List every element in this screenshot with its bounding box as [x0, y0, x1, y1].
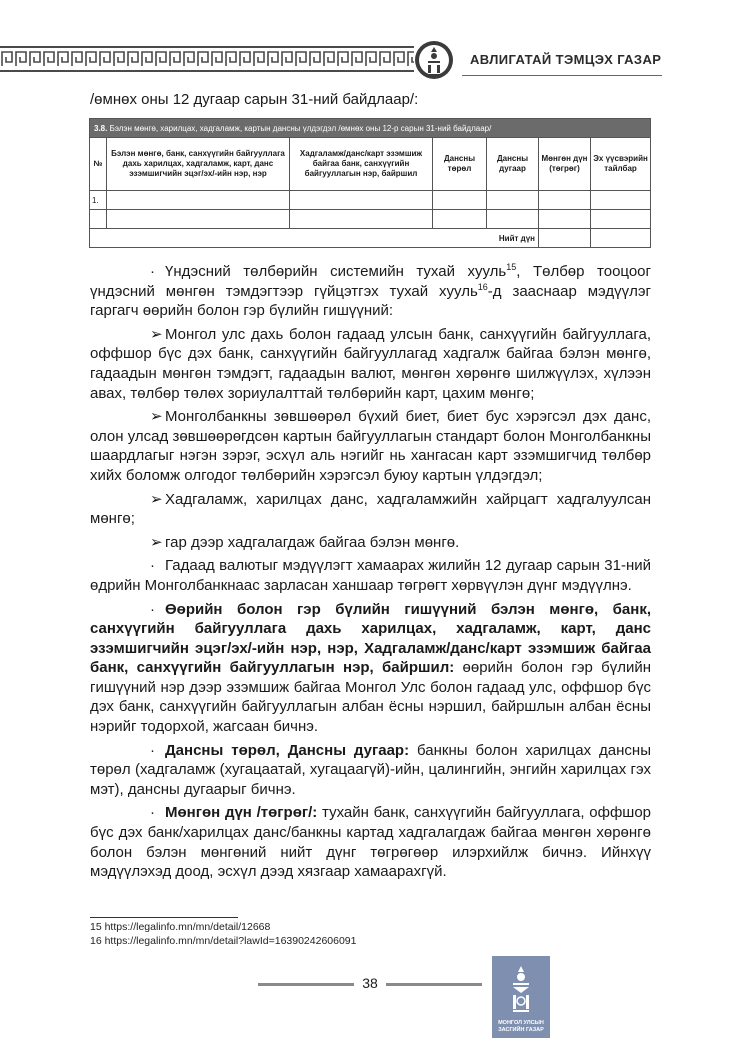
col-header-holder-name: Бэлэн мөнгө, банк, санхүүгийн байгууллага дахь харилцах, хадгаламж, карт, данс эзэмшигчийн эцэг/эх/-ийн нэр, нэр: [107, 138, 290, 191]
table-caption-number: 3.8.: [94, 123, 108, 133]
paragraph-holder-name: · Өөрийн болон гэр бүлийн гишүүний бэлэн мөнгө, банк, санхүүгийн байгууллага дахь харилцах, хадгаламж, карт, данс эзэмшигчийн эцэг/эх/-ийн нэр, нэр, Хадгаламж/данс/карт эзэмшиж байгаа банк, санхүүгийн байгууллагын нэр, байршил: өөрийн болон гэр бүлийн гишүүний нэр дээр эзэмшиж байгаа Монгол Улс болон гадаад улс, оффшор бүс дэх банк, санхүүгийн байгууллагын албан ёсны нэршил, байршлын албан ёсны нэрийг тодорхой, жагсаан бичнэ.: [90, 600, 651, 736]
bullet-icon: ·: [150, 263, 155, 280]
paragraph-currency: · Гадаад валютыг мэдүүлэгт хамаарах жилийн 12 дугаар сарын 31-ний өдрийн Монголбанкнаас зарласан ханшаар төгрөгт хөрвүүлэн дүнг мэдүүлнэ.: [90, 557, 651, 594]
paragraph-amount: · Мөнгөн дүн /төгрөг/: тухайн банк, санхүүгийн байгууллага, оффшор бүс дэх банк/харилцах данс/банкны картад хадгалагдаж байгаа мөнгөн хөрөнгө болон бэлэн мөнгөний нийт дүнг төгрөгөөр илэрхийлж бичнэ. Ийнхүү мэдүүлэхэд доод, эсхүл дээд хязгаар хамаарахгүй.: [90, 804, 651, 881]
soyombo-icon: [506, 964, 536, 1016]
bullet-icon: ·: [150, 600, 155, 618]
footer-ornament-right: [386, 983, 482, 986]
table-total-row: [90, 229, 651, 248]
header-ornament-band: [0, 46, 414, 72]
total-label: Нийт дүн: [90, 229, 539, 248]
intro-line: /өмнөх оны 12 дугаар сарын 31-ний байдлаар/:: [90, 91, 419, 108]
table-caption: [90, 119, 651, 138]
footnote-rule: [90, 917, 238, 918]
list-item: ➢ Монголбанкны зөвшөөрөл бүхий биет, биет бус хэрэгсэл дэх данс, олон улсад зөвшөөрөгдсөн картын байгууллагын стандарт болон Монголбанкны шаардлагыг нэгэн зэрэг, эсхүл аль нэгийг нь хангасан карт эзэмшигчид төлбөр хийх боломж олгодог төлбөрийн хэрэгсэл буюу картын үлдэгдэл;: [90, 408, 651, 484]
col-header-account-number: Дансны дугаар: [487, 138, 539, 191]
header-rule: [462, 75, 662, 76]
page-number: 38: [362, 975, 378, 991]
list-item: ➢ гар дээр хадгалагдаж байгаа бэлэн мөнгө.: [90, 533, 651, 553]
government-label: МОНГОЛ УЛСЫН ЗАСГИЙН ГАЗАР: [498, 1020, 544, 1033]
bullet-icon: ·: [150, 804, 155, 822]
soyombo-emblem-icon: [414, 38, 454, 82]
bullet-icon: ·: [150, 741, 155, 759]
col-header-source: Эх үүсвэрийн тайлбар: [591, 138, 651, 191]
col-header-amount: Мөнгөн дүн (төгрөг): [539, 138, 591, 191]
declaration-table: [89, 118, 651, 248]
bullet-icon: ·: [150, 557, 155, 575]
table-row: [90, 210, 651, 229]
footnote-15: 15 https://legalinfo.mn/mn/detail/12668: [90, 921, 271, 933]
list-item: ➢ Хадгаламж, харилцах данс, хадгаламжийн хайрцагт хадгалуулсан мөнгө;: [90, 490, 651, 528]
col-header-number: №: [90, 138, 107, 191]
arrow-bullet-icon: ➢: [150, 490, 163, 508]
footnote-ref-16: 16: [477, 281, 488, 292]
footnote-16: 16 https://legalinfo.mn/mn/detail?lawId=16390242606091: [90, 935, 357, 947]
table-row: [90, 191, 651, 210]
col-header-bank-name: Хадгаламж/данс/карт эзэмшиж байгаа банк, санхүүгийн байгууллагын нэр, байршил: [290, 138, 433, 191]
row-number: 1.: [90, 191, 107, 210]
footnote-ref-15: 15: [506, 262, 517, 272]
government-logo-block: [492, 956, 550, 1038]
body-text: [90, 262, 651, 886]
list-item: ➢ Монгол улс дахь болон гадаад улсын банк, санхүүгийн байгууллага, оффшор бүс дэх банк, санхүүгийн байгууллагад хадгалж байгаа бэлэн мөнгө, гадаадын мөнгөн тэмдэгт, гадаадын валют, мөнгөн хөрөнгө шилжүүлэх, хүлээн авах, төлбөр төлөх зориулалттай төлбөрийн карт, цахим мөнгө;: [90, 325, 651, 402]
header-org-name: АВЛИГАТАЙ ТЭМЦЭХ ГАЗАР: [470, 52, 662, 67]
paragraph-account-type: · Дансны төрөл, Дансны дугаар: банкны болон харилцах дансны төрөл (хадгаламж (хугацаатай, хугацаагүй)-ийн, цалингийн, энгийн харилцах гэх мэт), дансны дугаарыг бичнэ.: [90, 741, 651, 798]
paragraph-laws: · Үндэсний төлбөрийн системийн тухай хууль$^{15}$, Төлбөр тооцоог үндэсний мөнгөн тэмдэгтээр гүйцэтгэх тухай хууль$^{16}$-д зааснаар мэдүүлэг гаргагч өөрийн болон гэр бүлийн гишүүний:: [90, 262, 651, 320]
arrow-bullet-icon: ➢: [150, 408, 163, 426]
arrow-bullet-icon: ➢: [150, 325, 163, 343]
arrow-bullet-icon: ➢: [150, 533, 163, 551]
table-caption-text: Бэлэн мөнгө, харилцах, хадгаламж, картын дансны үлдэгдэл /өмнөх оны 12-р сарын 31-ний байдлаар/: [107, 123, 492, 133]
col-header-account-type: Дансны төрөл: [433, 138, 487, 191]
footer-ornament-left: [258, 983, 354, 986]
